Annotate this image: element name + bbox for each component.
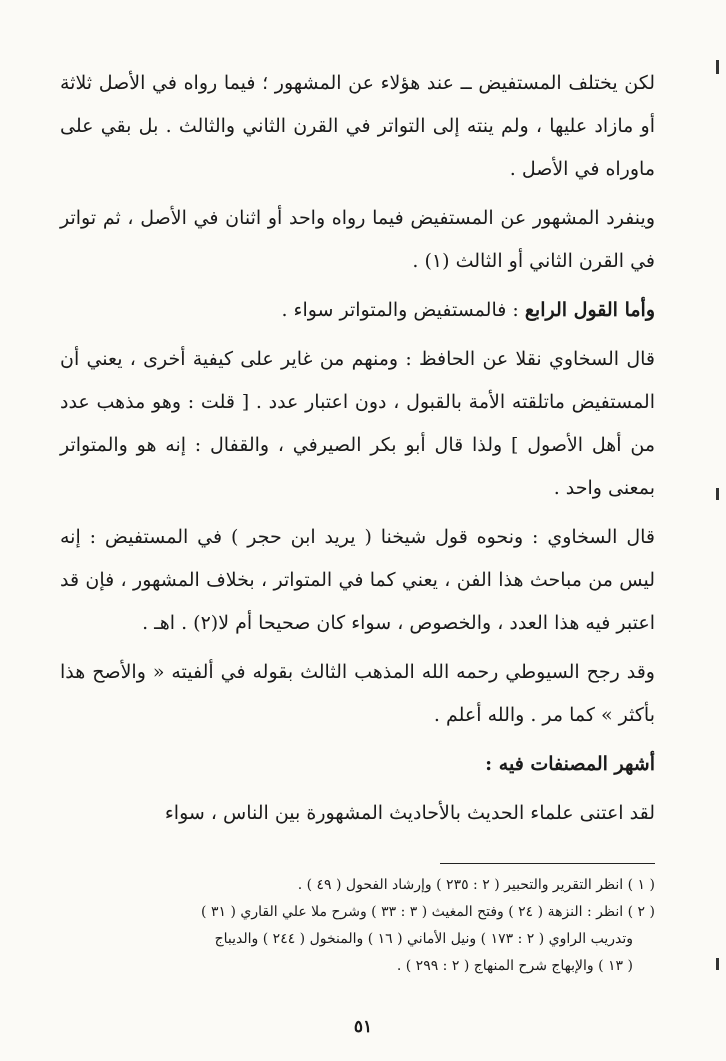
paragraph-1: لكن يختلف المستفيض ــ عند هؤلاء عن المشهور ؛ فيما رواه في الأصل ثلاثة أو مازاد عليها ، ولم ينته إلى التواتر في القرن الثاني والثالث . بل بقي على ماوراه في الأصل . [60,72,655,180]
paragraph-6: وقد رجح السيوطي رحمه الله المذهب الثالث بقوله في ألفيته « والأصح هذا بأكثر » كما مر . والله أعلم . [60,661,655,726]
footnote-separator [440,863,655,864]
paragraph-2: وينفرد المشهور عن المستفيض فيما رواه واحد أو اثنان في الأصل ، ثم تواتر في القرن الثاني أو الثالث (١) . [60,207,655,272]
page-number: ٥١ [353,1017,373,1037]
paragraph-8: لقد اعتنى علماء الحديث بالأحاديث المشهورة بين الناس ، سواء [164,802,655,824]
footnote-2-cont-2: ( ١٣ ) والإبهاج شرح المنهاج ( ٢ : ٢٩٩ ) . [396,958,633,974]
section-heading-works: أشهر المصنفات فيه : [485,753,655,775]
paragraph-5: قال السخاوي : ونحوه قول شيخنا ( يريد ابن حجر ) في المستفيض : إنه ليس من مباحث هذا الفن ، يعني كما في المتواتر ، بخلاف المشهور ، فإن قد اعتبر فيه هذا العدد ، والخصوص ، سواء كان صحيحا أم لا(٢) . اهـ . [60,526,655,634]
paragraph-3-rest: : فالمستفيض والمتواتر سواء . [281,299,525,321]
edge-mark-middle [716,488,719,500]
footnote-1: ( ١ ) انظر التقرير والتحبير ( ٢ : ٢٣٥ ) وإرشاد الفحول ( ٤٩ ) . [297,877,655,893]
page-body [60,62,655,980]
edge-mark-top [716,60,719,74]
footnotes [60,872,655,980]
paragraph-3 [60,289,655,332]
edge-mark-bottom [716,958,719,970]
footnote-2-cont-1: وتدريب الراوي ( ٢ : ١٧٣ ) ونيل الأماني ( ١٦ ) والمنخول ( ٢٤٤ ) والديباج [214,931,633,947]
paragraph-4: قال السخاوي نقلا عن الحافظ : ومنهم من غاير على كيفية أخرى ، يعني أن المستفيض ماتلقته الأمة بالقبول ، دون اعتبار عدد . [ قلت : وهو مذهب عدد من أهل الأصول ] ولذا قال أبو بكر الصيرفي ، والقفال : إنه هو والمتواتر بمعنى واحد . [60,348,655,499]
section-heading-fourth-opinion: وأما القول الرابع [524,299,655,321]
paragraph-7 [60,743,655,786]
footnote-2: ( ٢ ) انظر : النزهة ( ٢٤ ) وفتح المغيث ( ٣ : ٣٣ ) وشرح ملا علي القاري ( ٣١ ) [201,904,655,920]
